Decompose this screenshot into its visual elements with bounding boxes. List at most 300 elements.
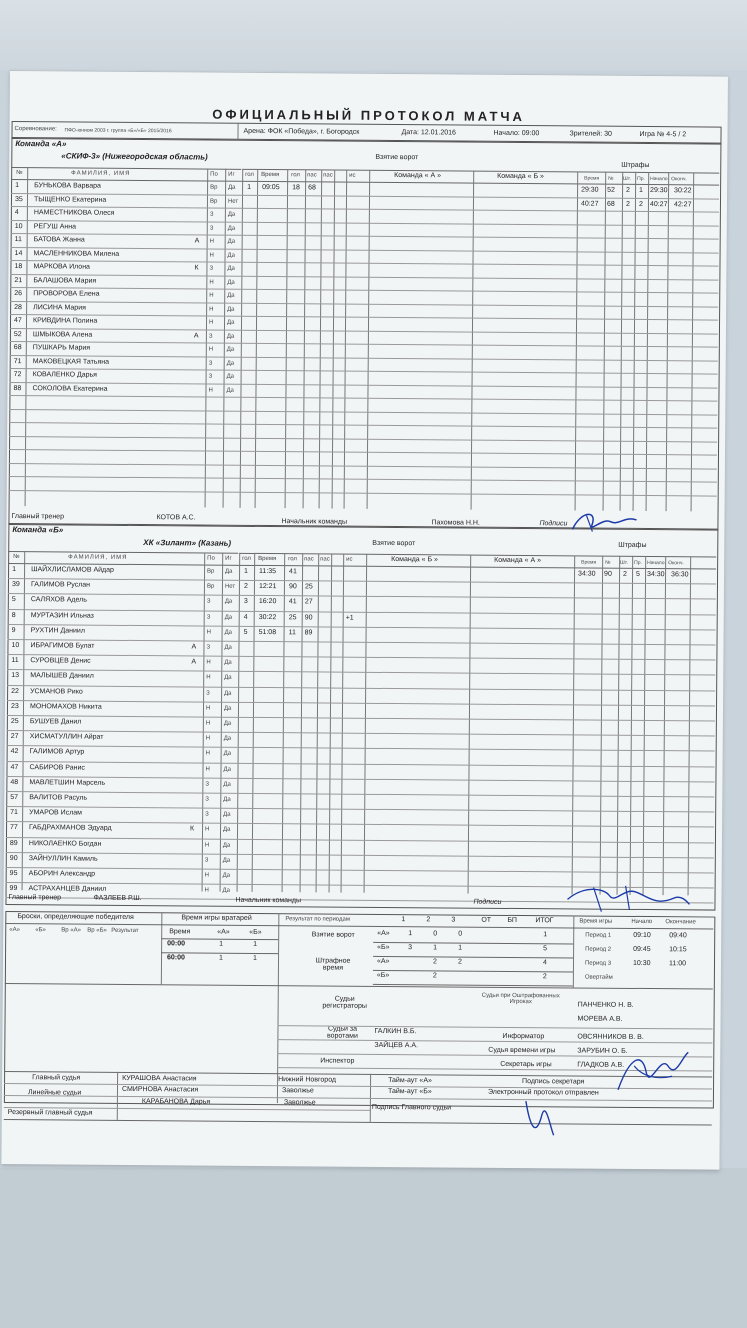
player-played: Да xyxy=(227,252,235,259)
player-name: МАЛЫШЕВ Даниил xyxy=(30,672,94,681)
penalty-judges-label: Судьи при Оштрафованных Игроках xyxy=(481,992,560,1006)
chief-sign: Подпись Главного судьи xyxy=(371,1103,452,1112)
row-total: 2 xyxy=(542,973,547,981)
player-played: Да xyxy=(224,629,233,636)
player-position: Н xyxy=(206,674,211,681)
player-position: Н xyxy=(205,826,210,833)
secretary-signature xyxy=(612,1046,692,1097)
player-played: Да xyxy=(227,225,236,232)
gk-time: 00:00 xyxy=(167,940,186,948)
player-number: 52 xyxy=(13,330,22,338)
period-end: 10:15 xyxy=(669,946,687,954)
player-captain: А xyxy=(193,331,199,339)
penalty-judge: ПАНЧЕНКО Н. В. xyxy=(577,1001,634,1009)
player-played: Да xyxy=(223,766,231,773)
shootout-col: «Б» xyxy=(35,927,46,934)
player-played: Да xyxy=(227,211,236,218)
player-number: 99 xyxy=(9,885,18,893)
goal-judge: ГАЛКИН В.Б. xyxy=(374,1027,417,1036)
row-p1: 1 xyxy=(408,930,413,938)
player-captain: А xyxy=(191,643,197,651)
linesman-city: Заволжье xyxy=(283,1099,316,1107)
player-number: 72 xyxy=(13,371,22,379)
player-played: Да xyxy=(223,796,231,803)
protocol-sheet xyxy=(1,70,728,1170)
player-number: 8 xyxy=(11,611,16,619)
penalty-end: 36:30 xyxy=(671,571,689,579)
player-captain: К xyxy=(190,825,195,833)
period-label: Период 3 xyxy=(584,960,612,967)
pen-col-head: Шт. xyxy=(620,559,628,566)
time-head: Время игры xyxy=(579,918,613,925)
player-played: Да xyxy=(226,373,235,380)
player-name: САБИРОВ Ранис xyxy=(29,763,85,772)
goal-assist: 90 xyxy=(304,613,313,621)
penalty-end: 30:22 xyxy=(674,187,692,195)
player-played: Да xyxy=(226,319,235,326)
team-b-manager-label: Начальник команды xyxy=(235,896,302,905)
player-name: СУРОВЦЕВ Денис xyxy=(30,657,91,665)
chief-city: Нижний Новгород xyxy=(278,1076,337,1084)
col-name: ФАМИЛИЯ, ИМЯ xyxy=(68,554,128,561)
player-number: 39 xyxy=(11,581,20,589)
player-position: Н xyxy=(208,387,213,394)
period-label: Период 2 xyxy=(585,946,612,953)
goal-situation: +1 xyxy=(345,614,354,622)
team-a-label: Команда «А» xyxy=(15,139,67,149)
player-position: Н xyxy=(209,306,214,313)
player-position: Вр xyxy=(209,198,218,205)
header-divider xyxy=(237,123,238,139)
player-played: Да xyxy=(227,265,235,272)
row-p2: 2 xyxy=(432,958,437,966)
gk-col: Время xyxy=(169,928,191,936)
player-name: БАЛАШОВА Мария xyxy=(33,276,97,285)
player-number: 71 xyxy=(10,809,18,817)
player-captain: А xyxy=(191,658,197,666)
arena-text: Арена: ФОК «Победа», г. Богородск xyxy=(243,127,360,136)
player-position: Н xyxy=(208,346,214,353)
competition-value: ПФО-юниом 2003 г. группа «Б»/«Б» 2015/2016 xyxy=(64,127,172,135)
player-number: 4 xyxy=(14,209,19,217)
goal-scorer: 18 xyxy=(292,184,300,192)
linesmen-label: Линейные судьи xyxy=(27,1089,82,1097)
shootout-col: Результат xyxy=(111,927,139,935)
player-played: Да xyxy=(223,781,231,788)
goal-number: 1 xyxy=(247,183,252,191)
player-number: 25 xyxy=(10,718,19,726)
team-b-signature xyxy=(563,881,693,916)
player-played: Да xyxy=(226,333,235,340)
team-a-manager: Пахомова Н.Н. xyxy=(431,519,480,527)
pen-col-head: Оконч. xyxy=(671,176,687,183)
start-text: Начало: 09:00 xyxy=(493,129,540,138)
player-played: Да xyxy=(227,238,236,245)
player-played: Да xyxy=(222,857,231,864)
row-p3: 1 xyxy=(458,944,463,952)
goal-time: 09:05 xyxy=(262,183,280,192)
team-col-head: Команда « А » xyxy=(494,556,542,565)
gk-b: 1 xyxy=(253,940,258,948)
player-played: Да xyxy=(226,346,235,353)
goal-time: 12:21 xyxy=(258,583,277,591)
player-position: Н xyxy=(209,238,215,245)
penalty-time: 40:27 xyxy=(580,199,599,208)
player-name: МАКОВЕЦКАЯ Татьяна xyxy=(32,357,110,366)
player-played: Да xyxy=(222,842,231,849)
penalty-judge: МОРЕВА А.В. xyxy=(577,1015,623,1023)
player-name: ВАЛИТОВ Расуль xyxy=(29,794,88,802)
shootout-col: Вр «Б» xyxy=(87,927,107,934)
penalty-number: 52 xyxy=(607,186,615,194)
player-name: САЛЯХОВ Адель xyxy=(30,596,87,605)
player-position: Н xyxy=(205,750,211,757)
page-title: ОФИЦИАЛЬНЫЙ ПРОТОКОЛ МАТЧА xyxy=(212,106,526,125)
line xyxy=(4,1119,712,1126)
gk-head: Время игры вратарей xyxy=(181,914,252,922)
team-a-manager-label: Начальник команды xyxy=(281,518,348,526)
col-played: Иг xyxy=(228,171,235,178)
player-position: Н xyxy=(205,766,210,773)
player-position: Н xyxy=(204,887,209,894)
player-name: РУХТИН Даниил xyxy=(30,626,85,635)
pen-col-head: Начало xyxy=(647,560,665,567)
goal-time: 51:08 xyxy=(258,628,277,636)
player-name: РЕГУШ Анна xyxy=(33,222,77,231)
goal-time: 30:22 xyxy=(258,613,277,621)
row-team: «Б» xyxy=(376,971,390,980)
goal-judge: ЗАЙЦЕВ А.А. xyxy=(374,1041,419,1050)
player-number: 11 xyxy=(14,236,22,244)
period-label: Овертайм xyxy=(584,974,613,981)
player-position: З xyxy=(209,211,214,218)
period-start: 09:45 xyxy=(633,945,651,954)
player-played: Да xyxy=(222,887,230,894)
team-b-coach-label: Главный тренер xyxy=(8,894,62,902)
player-position: Н xyxy=(208,319,214,326)
player-number: 10 xyxy=(11,642,20,650)
player-position: Вр xyxy=(207,568,215,575)
row-total: 4 xyxy=(542,959,547,967)
player-name: СОКОЛОВА Екатерина xyxy=(32,384,108,393)
penalty-code: 5 xyxy=(636,570,640,578)
player-played: Да xyxy=(227,279,235,286)
player-played: Да xyxy=(223,705,232,712)
player-name: МАРКОВА Илона xyxy=(33,263,90,271)
player-number: 35 xyxy=(14,195,23,203)
player-position: З xyxy=(208,360,213,367)
player-played: Да xyxy=(223,811,231,818)
timekeeper: ЗАРУБИН О. Б. xyxy=(577,1047,628,1055)
electronic-sent: Электронный протокол отправлен xyxy=(487,1088,599,1097)
team-b-label: Команда «Б» xyxy=(12,525,64,535)
col-position: По xyxy=(210,171,218,178)
informer: ОВСЯННИКОВ В. В. xyxy=(577,1033,644,1042)
team-b-name: ХК «Зилант» (Казань) xyxy=(143,538,232,548)
pen-col-head: № xyxy=(608,175,614,182)
player-name: УМАРОВ Ислам xyxy=(29,809,83,817)
player-position: З xyxy=(205,781,210,788)
player-position: З xyxy=(209,225,214,232)
player-played: Да xyxy=(224,644,232,651)
goal-col-head: гол xyxy=(291,172,300,179)
player-position: З xyxy=(208,333,213,340)
player-name: МОНОМАХОВ Никита xyxy=(29,702,102,711)
player-number: 57 xyxy=(10,794,19,802)
row-p1: 3 xyxy=(408,944,413,952)
player-played: Да xyxy=(224,614,233,621)
team-a-coach: КОТОВ А.С. xyxy=(156,514,196,522)
team-b-goals-head: Взятие ворот xyxy=(372,539,416,548)
player-number: 1 xyxy=(15,182,20,190)
gk-col: «А» xyxy=(217,928,230,936)
gk-time: 60:00 xyxy=(167,954,185,962)
goal-col-head: ис xyxy=(349,172,356,179)
team-a-pens-head: Штрафы xyxy=(621,161,650,170)
pen-col-head: Пр. xyxy=(634,559,642,566)
goal-number: 5 xyxy=(243,628,248,636)
row-team: «А» xyxy=(377,929,390,938)
player-name: МУРТАЗИН Ильназ xyxy=(30,611,94,620)
game-number-text: Игра № 4-5 / 2 xyxy=(639,130,687,139)
linesman: СМИРНОВА Анастасия xyxy=(121,1085,199,1094)
player-played: Нет xyxy=(224,583,236,590)
col-name: ФАМИЛИЯ, ИМЯ xyxy=(71,170,131,177)
player-number: 10 xyxy=(14,222,23,230)
pim-label: Штрафное время xyxy=(315,957,351,972)
col-played: Иг xyxy=(225,555,232,562)
timekeeper-label: Судья времени игры xyxy=(488,1046,556,1055)
player-played: Да xyxy=(227,306,235,313)
player-number: 21 xyxy=(14,276,23,284)
goal-assist: 89 xyxy=(304,629,313,637)
col-position: По xyxy=(207,555,215,562)
team-a-signature xyxy=(566,507,646,538)
player-captain: А xyxy=(194,237,200,245)
penalty-code: 1 xyxy=(639,186,644,194)
team-b-sign-label: Подписи xyxy=(473,898,502,906)
player-name: МАСЛЕННИКОВА Милена xyxy=(33,249,120,258)
player-name: АСТРАХАНЦЕВ Даниил xyxy=(28,885,107,893)
gk-col: «Б» xyxy=(249,928,262,937)
player-played: Да xyxy=(223,720,232,727)
team-col-head: Команда « Б » xyxy=(391,556,438,564)
row-p2: 0 xyxy=(433,930,438,938)
row-p3: 0 xyxy=(458,930,463,938)
team-a-coach-label: Главный тренер xyxy=(11,513,65,521)
player-captain: К xyxy=(194,264,199,272)
player-name: МАВЛЕТШИН Марсель xyxy=(29,778,106,787)
col-number: № xyxy=(13,554,20,561)
player-name: ЗАЙНУЛЛИН Камиль xyxy=(28,854,98,863)
goal-col-head: Время xyxy=(258,555,277,563)
row-team: «А» xyxy=(376,957,390,966)
player-name: НИКОЛАЕНКО Богдан xyxy=(28,839,102,848)
period-end: 09:40 xyxy=(669,932,687,940)
reserve-label: Резервный главный судья xyxy=(7,1109,93,1117)
player-position: Н xyxy=(206,659,211,666)
player-name: КРИВДИНА Полина xyxy=(33,317,98,325)
player-number: 48 xyxy=(10,778,19,786)
player-played: Да xyxy=(224,690,232,697)
player-name: ЛИСИНА Мария xyxy=(33,303,86,312)
periods-head: Результат по периодам xyxy=(285,916,351,923)
linesman-city: Заволжье xyxy=(281,1087,314,1095)
penalty-start: 40:27 xyxy=(649,200,668,208)
player-played: Да xyxy=(222,872,231,879)
goal-col-head: пас xyxy=(307,172,317,179)
player-number: 28 xyxy=(14,303,22,311)
goal-assist: 25 xyxy=(304,583,313,591)
penalty-minutes: 2 xyxy=(625,200,630,208)
goal-number: 1 xyxy=(244,567,249,575)
goals-label: Взятие ворот xyxy=(311,931,355,939)
secretary-label: Секретарь игры xyxy=(500,1060,552,1069)
player-played: Да xyxy=(224,659,232,666)
gk-b: 1 xyxy=(253,954,257,962)
player-name: УСМАНОВ Рико xyxy=(30,687,83,696)
player-number: 22 xyxy=(11,687,19,695)
goal-col-head: пас xyxy=(304,556,314,563)
player-position: З xyxy=(206,644,211,651)
penalty-time: 34:30 xyxy=(578,570,596,578)
player-number: 77 xyxy=(10,824,18,832)
goal-scorer: 25 xyxy=(288,613,297,621)
player-number: 13 xyxy=(11,672,20,680)
player-played: Да xyxy=(225,568,233,575)
player-name: ПУШКАРЬ Мария xyxy=(32,344,91,352)
period-col: 3 xyxy=(451,916,456,924)
team-col-head: Команда « Б » xyxy=(497,172,544,181)
penalty-end: 42:27 xyxy=(673,200,692,208)
penalty-minutes: 2 xyxy=(623,570,627,578)
row-p3: 2 xyxy=(457,958,462,966)
goal-scorer: 11 xyxy=(288,629,296,637)
player-played: Да xyxy=(223,827,231,834)
spectators-text: Зрителей: 30 xyxy=(569,130,612,138)
player-number: 90 xyxy=(9,854,18,862)
goal-judges-label: Судьи за воротами xyxy=(326,1025,358,1040)
pen-col-head: № xyxy=(605,559,611,566)
player-position: Н xyxy=(209,292,214,299)
player-played: Да xyxy=(228,184,236,191)
row-total: 5 xyxy=(543,945,548,953)
goal-col-head: Время xyxy=(261,171,280,179)
goal-time: 16:20 xyxy=(258,598,277,606)
player-position: Н xyxy=(205,720,211,727)
goal-col-head: пас xyxy=(323,172,333,179)
player-name: БАТОВА Жанна xyxy=(33,236,85,244)
pen-col-head: Время xyxy=(581,559,597,566)
goal-col-head: гол xyxy=(245,171,254,178)
player-name: ПРОВОРОВА Елена xyxy=(33,290,100,298)
period-end: 11:00 xyxy=(668,960,687,968)
row-team: «Б» xyxy=(377,943,390,952)
player-name: ШАЙХЛИСЛАМОВ Айдар xyxy=(31,566,114,574)
pen-col-head: Время xyxy=(584,175,600,182)
pen-col-head: Начало xyxy=(650,176,668,183)
period-start: 10:30 xyxy=(632,959,651,968)
player-number: 11 xyxy=(11,657,19,665)
player-number: 18 xyxy=(14,263,23,271)
team-a-sign-label: Подписи xyxy=(539,520,568,528)
player-position: Вр xyxy=(210,184,218,191)
background-bottom xyxy=(0,1168,747,1328)
period-col: БП xyxy=(507,916,517,925)
player-name: ХИСМАТУЛЛИН Айрат xyxy=(29,733,104,741)
player-position: Н xyxy=(205,705,211,712)
goal-number: 3 xyxy=(243,598,248,606)
shootout-col: «А» xyxy=(9,927,20,934)
team-a-name: «СКИФ-3» (Нижегородская область) xyxy=(61,151,208,162)
team-col-head: Команда « А » xyxy=(394,172,442,180)
player-number: 89 xyxy=(9,839,18,847)
player-position: Н xyxy=(204,842,210,849)
penalty-time: 29:30 xyxy=(581,186,599,194)
goal-number: 4 xyxy=(243,613,248,621)
goal-scorer: 90 xyxy=(288,583,297,591)
secretary: ГЛАДКОВ А.В. xyxy=(577,1061,625,1069)
penalty-number: 68 xyxy=(606,200,615,208)
period-col: ОТ xyxy=(481,916,492,924)
penalty-start: 29:30 xyxy=(650,187,668,195)
pen-col-head: Шт. xyxy=(623,175,631,182)
goal-col-head: гол xyxy=(288,556,297,563)
row-p2: 1 xyxy=(433,944,438,952)
period-start: 09:10 xyxy=(633,931,651,940)
player-number: 1 xyxy=(12,566,17,574)
period-col: 2 xyxy=(426,916,431,924)
player-number: 42 xyxy=(10,748,19,756)
goal-col-head: пас xyxy=(320,556,330,563)
player-played: Да xyxy=(226,387,234,394)
player-position: З xyxy=(205,811,209,818)
player-position: З xyxy=(206,690,210,697)
timeout-a: Тайм-аут «А» xyxy=(388,1077,432,1085)
team-b-pens-head: Штрафы xyxy=(618,541,647,550)
goal-scorer: 41 xyxy=(288,598,297,606)
penalty-code: 2 xyxy=(638,200,643,208)
penalty-number: 90 xyxy=(604,570,612,578)
goal-scorer: 41 xyxy=(289,568,297,576)
player-number: 27 xyxy=(10,733,19,741)
col-number: № xyxy=(16,170,23,177)
player-name: БУШУЕВ Данил xyxy=(29,718,82,726)
player-number: 47 xyxy=(10,763,19,771)
player-number: 47 xyxy=(14,317,22,325)
player-position: З xyxy=(208,373,213,380)
player-position: Н xyxy=(206,629,211,636)
penalty-start: 34:30 xyxy=(647,571,665,579)
player-name: АБОРИН Александр xyxy=(28,870,96,878)
player-number: 14 xyxy=(14,249,23,257)
player-name: ГАЛИМОВ Артур xyxy=(29,748,85,756)
player-number: 9 xyxy=(11,626,16,634)
player-played: Да xyxy=(223,735,232,742)
player-position: Н xyxy=(209,279,214,286)
player-position: Н xyxy=(205,735,211,742)
player-played: Да xyxy=(227,292,235,299)
background-top xyxy=(0,0,747,70)
player-name: ГАБДРАХМАНОВ Эдуард xyxy=(29,824,112,833)
player-name: ГАЛИМОВ Руслан xyxy=(30,581,91,589)
goal-col-head: гол xyxy=(242,555,251,562)
row-p2: 2 xyxy=(432,972,437,980)
player-played: Да xyxy=(223,751,232,758)
team-a-goals-head: Взятие ворот xyxy=(375,153,419,162)
player-played: Да xyxy=(226,360,235,367)
player-played: Нет xyxy=(227,198,239,205)
